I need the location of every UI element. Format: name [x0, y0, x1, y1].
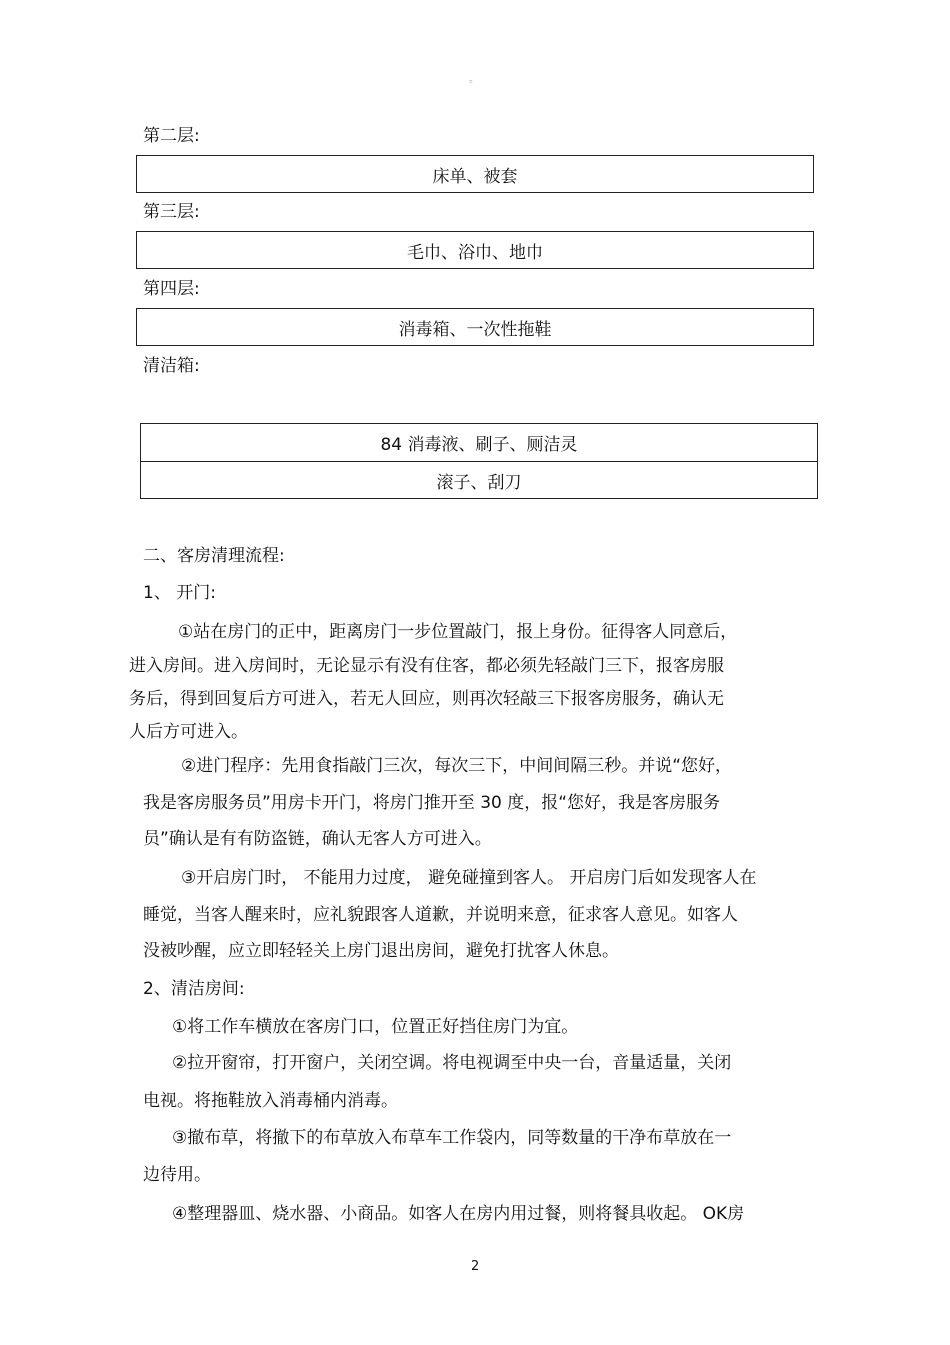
step1-p3-line: 睡觉，当客人醒来时，应礼貌跟客人道歉，并说明来意，征求客人意见。如客人	[143, 905, 738, 925]
layer-label-2: 第二层:	[143, 126, 200, 146]
step2-p2-line: 电视。将拖鞋放入消毒桶内消毒。	[143, 1091, 398, 1111]
step1-p1-line: 务后，得到回复后方可进入，若无人回应，则再次轻敲三下报客房服务，确认无	[129, 689, 724, 709]
step2-p3-line: 边待用。	[143, 1165, 211, 1185]
section-title: 二、客房清理流程:	[143, 546, 285, 566]
layer-label-3: 第三层:	[143, 202, 200, 222]
layer-content-2: 床单、被套	[432, 166, 518, 187]
cleaning-box-row	[141, 461, 817, 499]
layer-box-3	[136, 231, 814, 269]
step1-p2-line: 我是客房服务员”用房卡开门，将房门推开至 30 度，报“您好，我是客房服务	[143, 793, 721, 813]
layer-label-4: 第四层:	[143, 279, 200, 299]
cleaning-box-row-text: 84 消毒液、刷子、厕洁灵	[380, 435, 578, 455]
layer-content-4: 消毒箱、一次性拖鞋	[398, 319, 552, 340]
header-mark: 。	[469, 74, 479, 85]
step1-p2-line: 员”确认是有有防盗链，确认无客人方可进入。	[143, 829, 492, 849]
step1-p3-line: ③开启房门时， 不能用力过度， 避免碰撞到客人。 开启房门后如发现客人在	[181, 868, 757, 888]
step2-p4-line: ④整理器皿、烧水器、小商品。如客人在房内用过餐，则将餐具收起。 OK房	[172, 1204, 745, 1224]
cleaning-box-row-text: 滚子、刮刀	[436, 473, 522, 493]
step1-p1-line: 进入房间。进入房间时，无论显示有没有住客，都必须先轻敲门三下，报客房服	[129, 656, 724, 676]
step2-p3-line: ③撤布草，将撤下的布草放入布草车工作袋内，同等数量的干净布草放在一	[172, 1128, 732, 1148]
layer-box-4	[136, 308, 814, 346]
cleaning-box-label: 清洁箱:	[143, 356, 200, 376]
step1-p1-line: 人后方可进入。	[129, 722, 248, 742]
layer-content-3: 毛巾、浴巾、地巾	[407, 242, 543, 263]
step1-p2-line: ②进门程序：先用食指敲门三次，每次三下，中间间隔三秒。并说“您好，	[181, 756, 733, 776]
cleaning-box-row	[141, 424, 817, 461]
step2-p1-line: ①将工作车横放在客房门口，位置正好挡住房门为宜。	[172, 1017, 579, 1037]
step2-p2-line: ②拉开窗帘，打开窗户，关闭空调。将电视调至中央一台，音量适量，关闭	[172, 1053, 732, 1073]
page-number: 2	[471, 1259, 480, 1274]
step1-p3-line: 没被吵醒，应立即轻轻关上房门退出房间，避免打扰客人休息。	[143, 941, 619, 961]
cleaning-box-table	[140, 423, 818, 499]
step1-p1-line: ①站在房门的正中，距离房门一步位置敲门，报上身份。征得客人同意后，	[178, 622, 738, 642]
step2-title: 2、清洁房间:	[143, 979, 245, 999]
step1-title: 1、 开门:	[143, 583, 216, 603]
layer-box-2	[136, 155, 814, 193]
